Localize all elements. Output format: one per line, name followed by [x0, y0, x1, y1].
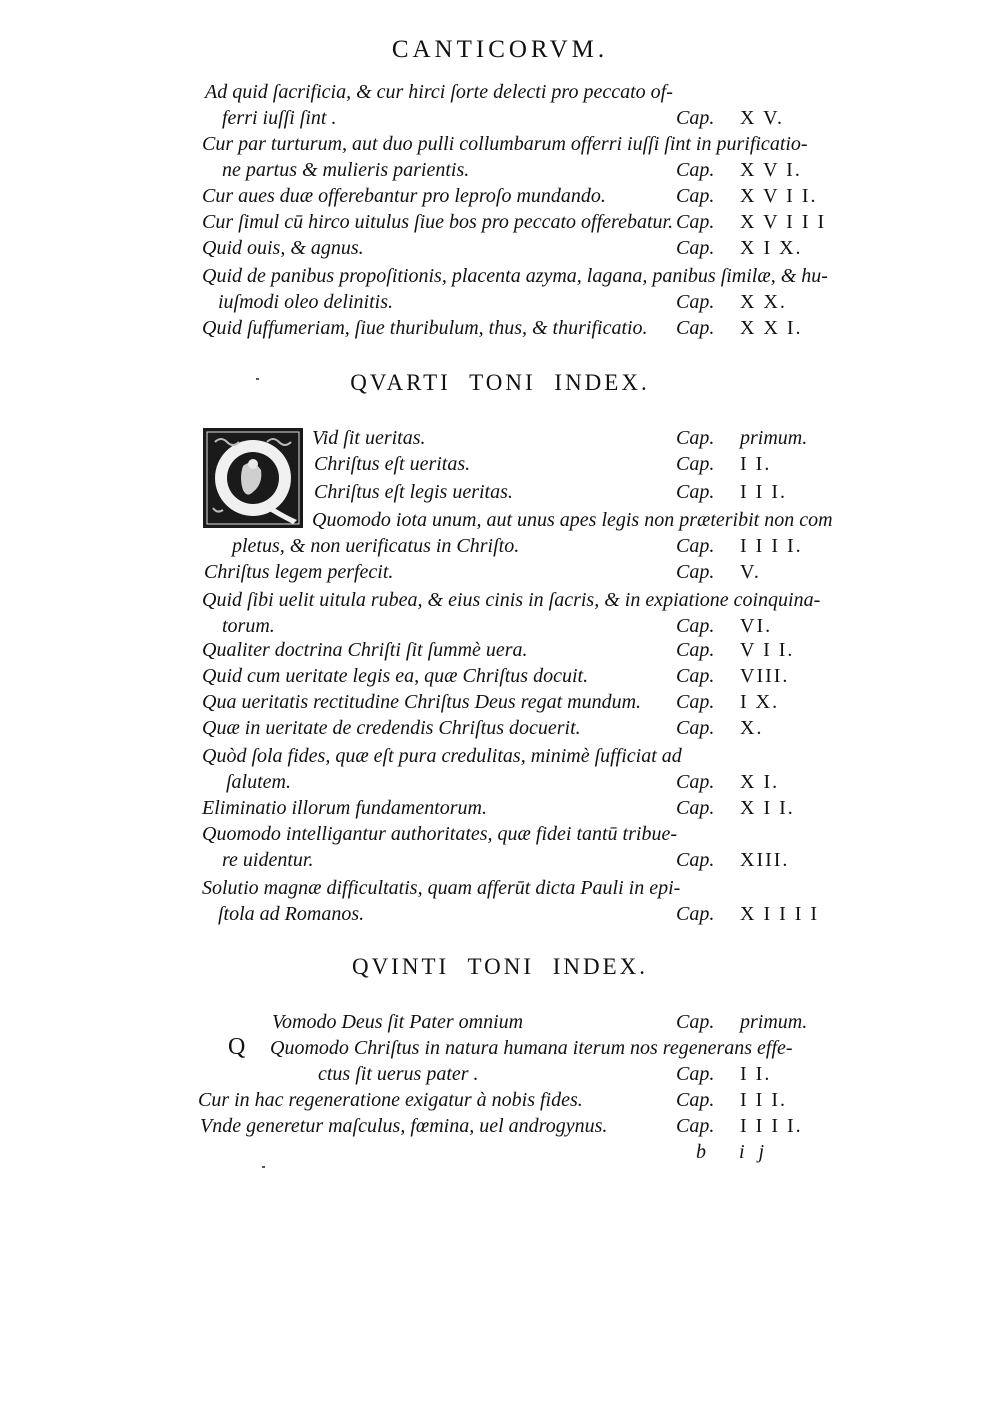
cap-label: Cap.	[676, 535, 715, 557]
section-heading: QVINTI TONI INDEX.	[351, 954, 649, 979]
entry-line: Qualiter doctrina Chriſti ſit ſummè uera.	[202, 639, 528, 661]
entry-line: Vomodo Deus ſit Pater omnium	[272, 1011, 524, 1033]
entry-line: Eliminatio illorum fundamentorum.	[202, 797, 487, 819]
chapter-number: X I.	[740, 771, 780, 793]
index-entry	[0, 210, 1000, 233]
cap-label: Cap.	[676, 561, 715, 583]
entry-line: Ad quid ſacrificia, & cur hirci ſorte delecti pro peccato of-	[205, 81, 673, 103]
cap-label: Cap.	[676, 453, 715, 475]
cap-label: Cap.	[676, 849, 715, 871]
index-entry	[0, 664, 1000, 687]
chapter-number: XIII.	[740, 849, 790, 871]
chapter-number: V I I.	[740, 639, 795, 661]
chapter-number: X X.	[740, 291, 787, 313]
decorated-initial-q	[203, 428, 303, 528]
entry-line: Qua ueritatis rectitudine Chriſtus Deus regat mundum.	[202, 691, 642, 713]
initial-letter-q: Q	[228, 1034, 246, 1060]
chapter-number: I I.	[740, 453, 772, 475]
entry-line: Quid ſuffumeriam, ſiue thuribulum, thus, & thurificatio.	[202, 317, 648, 339]
index-entry	[0, 560, 1000, 583]
signature-mark: b ij	[696, 1141, 779, 1163]
entry-line: Quid ſibi uelit uitula rubea, & eius cinis in ſacris, & in expiatione coinquina-	[202, 589, 821, 611]
index-entry	[0, 236, 1000, 259]
entry-line: Vid ſit ueritas.	[312, 427, 426, 449]
entry-line: Quæ in ueritate de credendis Chriſtus docuerit.	[202, 717, 581, 739]
entry-line: iuſmodi oleo delinitis.	[218, 291, 393, 313]
cap-label: Cap.	[676, 317, 715, 339]
entry-line: torum.	[222, 615, 275, 637]
entry-line: Chriſtus legem perfecit.	[204, 561, 394, 583]
chapter-number: V.	[740, 561, 761, 583]
chapter-number: X I I I I	[740, 903, 820, 925]
chapter-number: X V I I I	[740, 211, 827, 233]
entry-line: Quid cum ueritate legis ea, quæ Chriſtus docuit.	[202, 665, 589, 687]
index-entry	[0, 452, 1000, 475]
entry-line: Cur aues duæ offerebantur pro leproſo mundando.	[202, 185, 606, 207]
entry-line: Chriſtus eſt ueritas.	[314, 453, 471, 475]
cap-label: Cap.	[676, 237, 715, 259]
cap-label: Cap.	[676, 903, 715, 925]
cap-label: Cap.	[676, 615, 715, 637]
entry-line: ctus ſit uerus pater .	[318, 1063, 479, 1085]
entry-line: Quid ouis, & agnus.	[202, 237, 364, 259]
cap-label: Cap.	[676, 1115, 715, 1137]
chapter-number: primum.	[740, 427, 808, 449]
index-entry	[0, 508, 1000, 557]
chapter-number: primum.	[740, 1011, 808, 1033]
chapter-number: X.	[740, 717, 764, 739]
index-entry	[0, 264, 1000, 313]
chapter-number: X V I I.	[740, 185, 818, 207]
cap-label: Cap.	[676, 1011, 715, 1033]
entry-line: Quomodo iota unum, aut unus apes legis non præteribit non com	[312, 509, 833, 531]
index-entry	[0, 80, 1000, 129]
cap-label: Cap.	[676, 1063, 715, 1085]
entry-line: Vnde generetur maſculus, fœmina, uel androgynus.	[200, 1115, 608, 1137]
chapter-number: I I I I.	[740, 1115, 803, 1137]
index-entry	[0, 426, 1000, 449]
section-heading: QVARTI TONI INDEX.	[350, 370, 650, 395]
chapter-number: I I.	[740, 1063, 772, 1085]
cap-label: Cap.	[676, 717, 715, 739]
index-entry	[0, 638, 1000, 661]
index-entry	[0, 822, 1000, 871]
entry-line: Quomodo intelligantur authoritates, quæ fidei tantū tribue-	[202, 823, 677, 845]
entry-line: pletus, & non uerificatus in Chriſto.	[232, 535, 520, 557]
cap-label: Cap.	[676, 427, 715, 449]
chapter-number: X I X.	[740, 237, 803, 259]
cap-label: Cap.	[676, 771, 715, 793]
entry-line: Quòd ſola fides, quæ eſt pura credulitas, minimè ſufficiat ad	[202, 745, 682, 767]
cap-label: Cap.	[676, 291, 715, 313]
index-entry	[0, 796, 1000, 819]
cap-label: Cap.	[676, 107, 715, 129]
cap-label: Cap.	[676, 159, 715, 181]
print-speck	[262, 1166, 265, 1168]
entry-line: ferri iuſſi ſint .	[222, 107, 337, 129]
chapter-number: I I I.	[740, 1089, 787, 1111]
entry-line: Quomodo Chriſtus in natura humana iterum nos regenerans effe-	[270, 1037, 793, 1059]
entry-line: Solutio magnæ difficultatis, quam afferūt dicta Pauli in epi-	[202, 877, 681, 899]
entry-line: Cur ſimul cū hirco uitulus ſiue bos pro peccato offerebatur.	[202, 211, 674, 233]
entry-line: Chriſtus eſt legis ueritas.	[314, 481, 513, 503]
index-entry	[0, 184, 1000, 207]
running-head: CANTICORVM.	[391, 36, 609, 63]
index-entry	[0, 132, 1000, 181]
cap-label: Cap.	[676, 481, 715, 503]
index-entry	[0, 690, 1000, 713]
index-entry	[0, 876, 1000, 925]
cap-label: Cap.	[676, 691, 715, 713]
chapter-number: I I I.	[740, 481, 787, 503]
chapter-number: VI.	[740, 615, 773, 637]
chapter-number: X X I.	[740, 317, 803, 339]
entry-line: ſalutem.	[226, 771, 291, 793]
cap-label: Cap.	[676, 665, 715, 687]
cap-label: Cap.	[676, 797, 715, 819]
chapter-number: I X.	[740, 691, 780, 713]
chapter-number: VIII.	[740, 665, 790, 687]
chapter-number: I I I I.	[740, 535, 803, 557]
index-entry	[0, 716, 1000, 739]
index-entry	[0, 1114, 1000, 1137]
index-entry	[0, 1010, 1000, 1033]
cap-label: Cap.	[676, 1089, 715, 1111]
index-entry	[0, 316, 1000, 339]
chapter-number: X V.	[740, 107, 784, 129]
entry-line: ſtola ad Romanos.	[218, 903, 365, 925]
entry-line: ne partus & mulieris parientis.	[222, 159, 470, 181]
cap-label: Cap.	[676, 211, 715, 233]
index-entry	[0, 588, 1000, 637]
entry-line: re uidentur.	[222, 849, 314, 871]
cap-label: Cap.	[676, 185, 715, 207]
entry-line: Cur par turturum, aut duo pulli collumbarum offerri iuſſi ſint in purificatio-	[202, 133, 808, 155]
entry-line: Cur in hac regeneratione exigatur à nobis fides.	[198, 1089, 583, 1111]
index-entry	[0, 1088, 1000, 1111]
cap-label: Cap.	[676, 639, 715, 661]
chapter-number: X I I.	[740, 797, 795, 819]
chapter-number: X V I.	[740, 159, 802, 181]
entry-line: Quid de panibus propoſitionis, placenta azyma, lagana, panibus ſimilæ, & hu-	[202, 265, 828, 287]
index-entry	[0, 1036, 1000, 1085]
index-entry	[0, 480, 1000, 503]
index-entry	[0, 744, 1000, 793]
